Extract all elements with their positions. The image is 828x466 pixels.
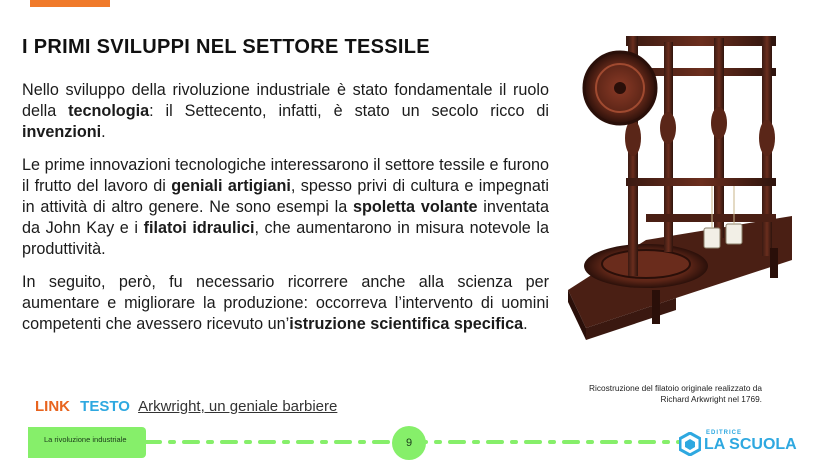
text-run: : il Settecento, infatti, è stato un secolo ricco di — [149, 102, 549, 120]
arkwright-link[interactable]: Arkwright, un geniale barbiere — [138, 398, 338, 415]
top-accent-bar — [30, 0, 110, 7]
section-name: La rivoluzione industriale — [44, 435, 127, 444]
text-run: In seguito, però, fu necessario ricorrere anche alla scienza per aumentare e migliorare la produzione: occorreva l’intervento di uomini competenti che avessero ricevuto un’ — [22, 273, 549, 333]
publisher-logo — [679, 430, 797, 458]
bold-keyword: invenzioni — [22, 123, 102, 141]
image-caption: Ricostruzione del filatoio originale realizzato da Richard Arkwright nel 1769. — [589, 383, 762, 404]
body-paragraph — [22, 80, 549, 143]
link-label: LINK — [35, 398, 70, 415]
body-paragraph — [22, 155, 549, 260]
text-run: Le prime innovazioni tecnologiche interessarono il settore tessile e furono il frutto del lavoro di — [22, 156, 549, 195]
text-run: . — [101, 123, 106, 141]
text-run: , spesso privi di cultura e impegnati in attività di altro genere. Ne sono esempi la — [22, 177, 549, 216]
bold-keyword: istruzione scientifica specifica — [289, 315, 524, 333]
bold-keyword: filatoi idraulici — [143, 219, 255, 237]
body-text — [22, 80, 549, 347]
text-run: inventata da John Kay e i — [22, 198, 549, 237]
bold-keyword: geniali artigiani — [171, 177, 291, 195]
text-run: . — [523, 315, 528, 333]
brand-name: LA SCUOLA — [704, 436, 797, 453]
bold-keyword: tecnologia — [68, 102, 150, 120]
link-type: TESTO — [80, 398, 130, 415]
text-run: , che aumentarono in misura notevole la produttività. — [22, 219, 550, 258]
body-paragraph — [22, 272, 549, 335]
hexagon-logo-icon — [679, 432, 701, 456]
brand-small-text: EDITRICE — [706, 430, 743, 436]
bold-keyword: spoletta volante — [352, 198, 478, 216]
spinning-frame-photo — [566, 28, 792, 346]
text-run: Nello sviluppo della rivoluzione industriale è stato fondamentale il ruolo della — [22, 81, 549, 120]
footer-section-label — [28, 427, 146, 458]
slide-title: I PRIMI SVILUPPI NEL SETTORE TESSILE — [22, 36, 430, 58]
link-row — [35, 398, 337, 415]
page-number: 9 — [392, 426, 426, 460]
